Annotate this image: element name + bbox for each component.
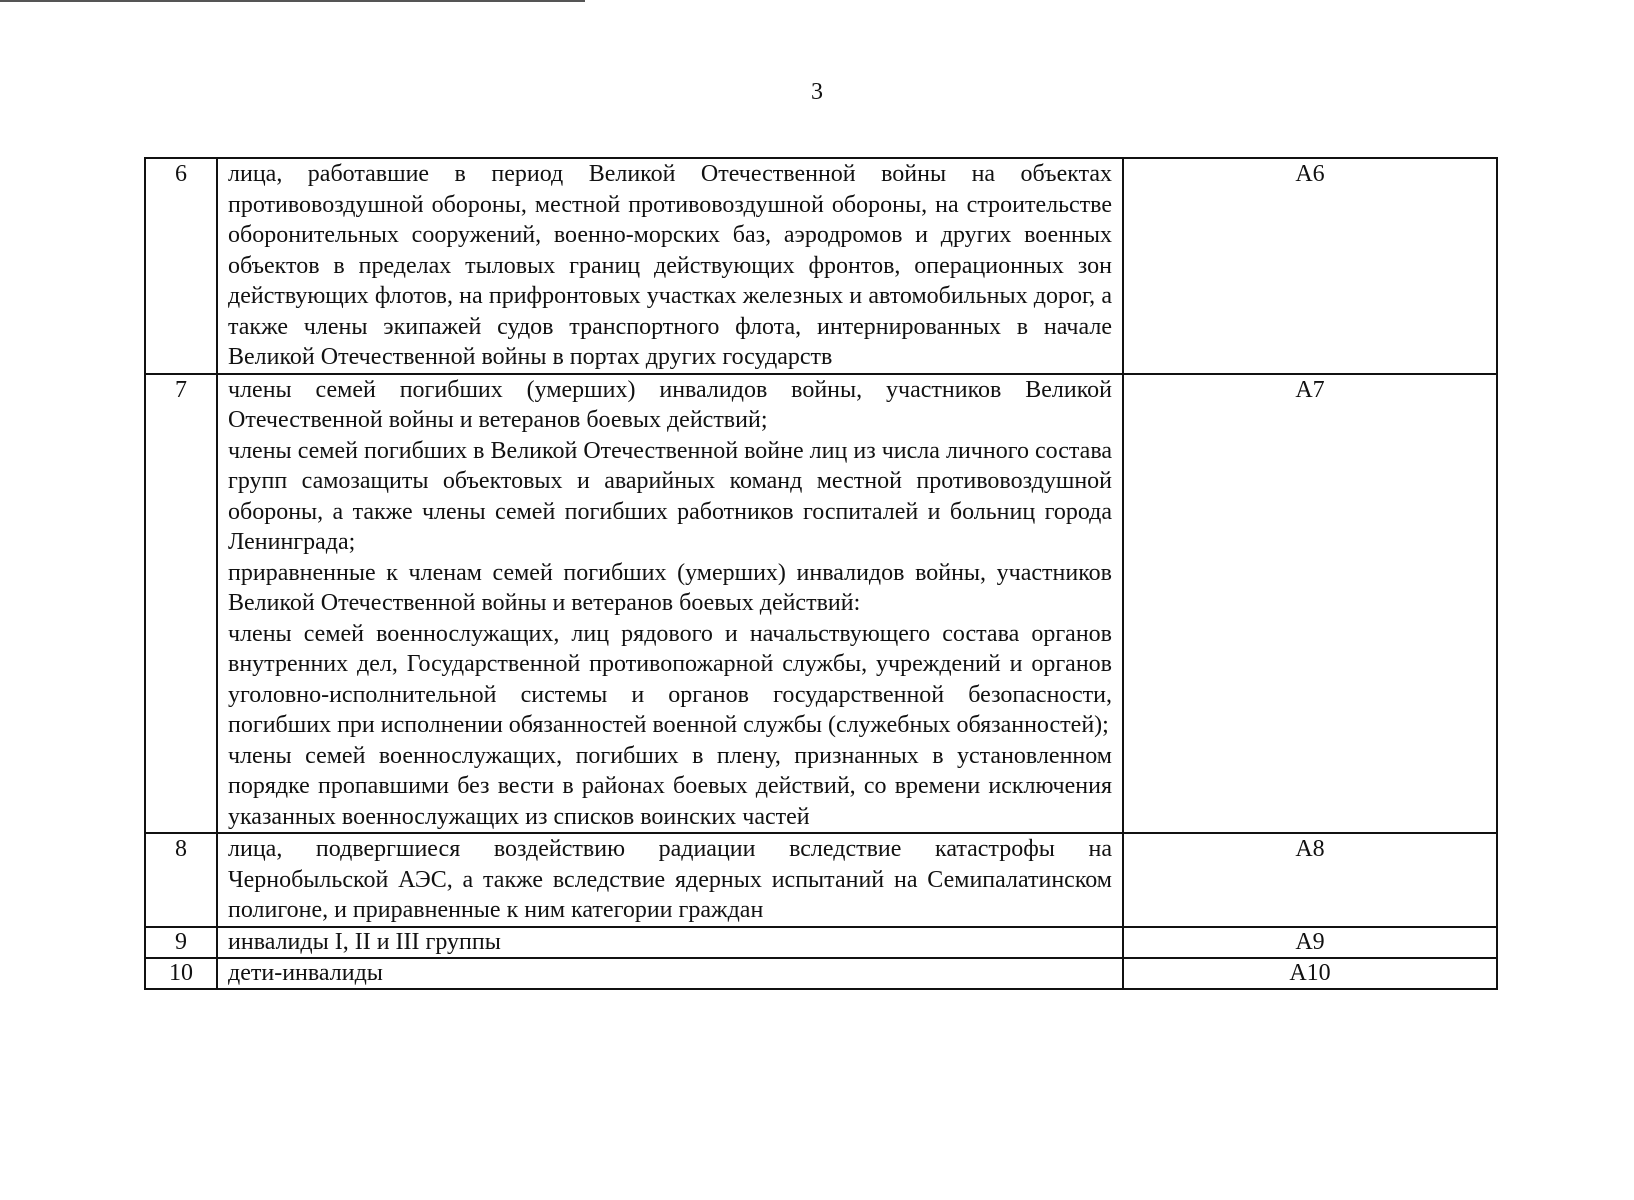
description-paragraph: приравненные к членам семей погибших (умерших) инвалидов войны, участников Великой Отечественной войны и ветеранов боевых действий:: [228, 559, 1112, 616]
category-description: [217, 958, 1123, 989]
row-number: 7: [145, 374, 217, 834]
row-number: 8: [145, 833, 217, 927]
table-row: [145, 158, 1497, 374]
category-code: А10: [1123, 958, 1497, 989]
table-row: [145, 927, 1497, 958]
category-description: [217, 158, 1123, 374]
description-paragraph: дети-инвалиды: [228, 959, 383, 986]
category-code: А8: [1123, 833, 1497, 927]
category-description: [217, 927, 1123, 958]
description-paragraph: члены семей военнослужащих, лиц рядового и начальствующего состава органов внутренних дел, Государственной противопожарной службы, учреждений и органов уголовно-исполнительной системы и органов государственной безопасности, погибших при исполнении обязанностей военной службы (служебных обязанностей);: [228, 620, 1112, 738]
top-scan-rule: [0, 0, 585, 2]
table-row: [145, 374, 1497, 834]
description-paragraph: члены семей военнослужащих, погибших в плену, признанных в установленном порядке пропавшими без вести в районах боевых действий, со времени исключения указанных военнослужащих из списков воинских частей: [228, 742, 1112, 830]
category-code: А7: [1123, 374, 1497, 834]
description-paragraph: лица, подвергшиеся воздействию радиации вследствие катастрофы на Чернобыльской АЭС, а также вследствие ядерных испытаний на Семипалатинском полигоне, и приравненные к ним категории граждан: [228, 836, 1112, 923]
table-row: [145, 833, 1497, 927]
page-number: 3: [811, 79, 823, 105]
row-number: 9: [145, 927, 217, 958]
row-number: 10: [145, 958, 217, 989]
row-number: 6: [145, 158, 217, 374]
category-description: [217, 374, 1123, 834]
category-description: [217, 833, 1123, 927]
category-code: А9: [1123, 927, 1497, 958]
description-paragraph: члены семей погибших в Великой Отечественной войне лиц из числа личного состава групп самозащиты объектовых и аварийных команд местной противовоздушной обороны, а также члены семей погибших работников госпиталей и больниц города Ленинграда;: [228, 437, 1112, 555]
category-code: А6: [1123, 158, 1497, 374]
description-paragraph: члены семей погибших (умерших) инвалидов войны, участников Великой Отечественной войны и ветеранов боевых действий;: [228, 376, 1112, 433]
description-paragraph: инвалиды I, II и III группы: [228, 928, 501, 955]
benefits-category-table: [144, 157, 1498, 990]
description-paragraph: лица, работавшие в период Великой Отечественной войны на объектах противовоздушной обороны, местной противовоздушной обороны, на строительстве оборонительных сооружений, военно-морских баз, аэродромов и других военных объектов в пределах тыловых границ действующих фронтов, операционных зон действующих флотов, на прифронтовых участках железных и автомобильных дорог, а также члены экипажей судов транспортного флота, интернированных в начале Великой Отечественной войны в портах других государств: [228, 161, 1112, 370]
table-row: [145, 958, 1497, 989]
